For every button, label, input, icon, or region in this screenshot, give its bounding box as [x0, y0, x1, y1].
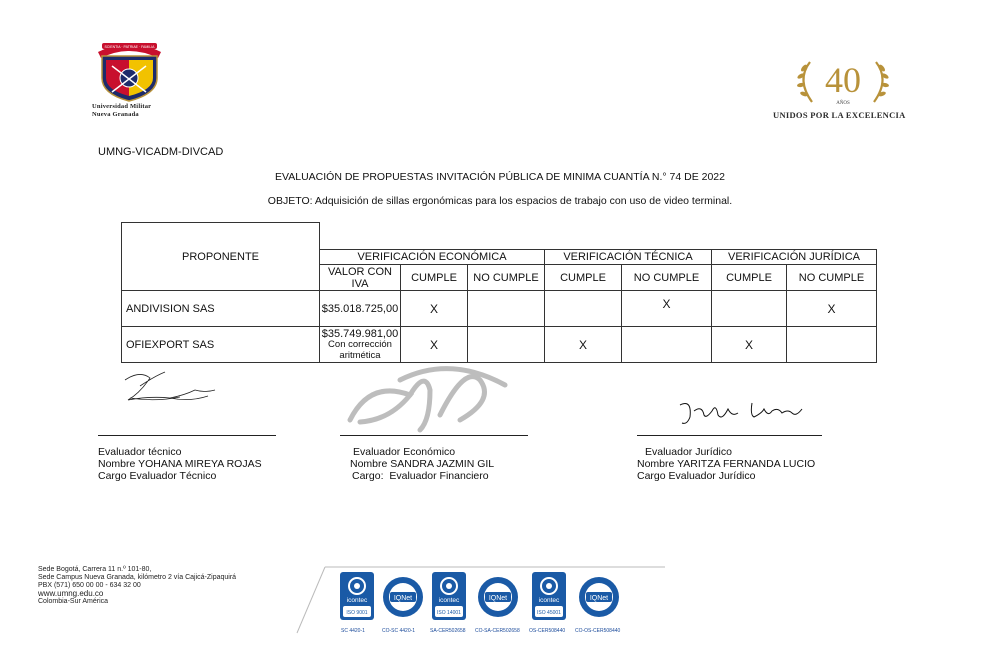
cert-code: CO-OS-CER508440: [575, 628, 621, 634]
icontec-icon: [532, 572, 566, 620]
jur-cumple-mark: X: [712, 327, 787, 363]
technical-header: VERIFICACIÓN TÉCNICA: [545, 250, 712, 265]
svg-text:icontec: icontec: [438, 597, 460, 604]
signature-legal-image: [672, 395, 812, 431]
anniversary-motto: UNIDOS POR LA EXCELENCIA: [773, 110, 906, 120]
svg-text:icontec: icontec: [538, 597, 560, 604]
laurel-wreath-icon: [768, 54, 918, 110]
proposal-value: $35.749.981,00: [321, 328, 399, 340]
signature-position: Cargo Evaluador Jurídico: [637, 470, 756, 482]
proponent-header: PROPONENTE: [122, 223, 320, 291]
signature-technical-image: [110, 368, 230, 423]
document-code: UMNG-VICADM-DIVCAD: [98, 146, 224, 158]
value-header: VALOR CON IVA: [320, 265, 401, 291]
signature-block-technical: [98, 446, 262, 482]
svg-text:ISO 45001: ISO 45001: [537, 610, 561, 616]
econ-no-cumple-mark: [468, 327, 545, 363]
iqnet-icon: [477, 576, 519, 618]
svg-text:IQNet: IQNet: [488, 595, 508, 602]
svg-text:ISO 14001: ISO 14001: [437, 610, 461, 616]
iqnet-icon: [382, 576, 424, 618]
footer-address: Sede Bogotá, Carrera 11 n.º 101-80, Sede Campus Nueva Granada, kilómetro 2 vía Cajicá-Zipaquirá PBX (571) 650 00 00 - 634 32 00 www.umng.edu.co Colombia-Sur América: [38, 566, 237, 605]
proposal-value: $35.018.725,00: [320, 291, 401, 327]
signature-block-legal: [637, 446, 815, 482]
signature-position: Cargo Evaluador Técnico: [98, 470, 217, 482]
signature-line-economic: [340, 435, 528, 436]
icontec-icon: [340, 572, 374, 620]
econ-no-cumple-header: NO CUMPLE: [468, 265, 545, 291]
cert-code: SA-CER502658: [430, 628, 466, 634]
tec-no-cumple-mark: [622, 327, 712, 363]
table-top-spacer: [320, 223, 877, 250]
tec-cumple-mark: X: [545, 327, 622, 363]
econ-cumple-mark: X: [401, 327, 468, 363]
cert-code: CO-SA-CER502658: [475, 628, 520, 634]
signature-line-technical: [98, 435, 276, 436]
table-row: [122, 327, 877, 363]
signature-role: Evaluador Jurídico: [645, 446, 732, 458]
cert-iqnet-3: [578, 576, 620, 623]
signature-line-legal: [637, 435, 822, 436]
proposal-value-cell: [320, 327, 401, 363]
svg-text:icontec: icontec: [346, 597, 368, 604]
signature-economic-image: [330, 360, 520, 442]
jur-no-cumple-header: NO CUMPLE: [787, 265, 877, 291]
cert-iqnet-1: [382, 576, 424, 623]
icontec-icon: [432, 572, 466, 620]
cert-icontec-45001: [532, 572, 566, 625]
svg-text:ISO 9001: ISO 9001: [346, 610, 368, 616]
website-link[interactable]: www.umng.edu.co: [38, 589, 104, 598]
signature-name: Nombre YARITZA FERNANDA LUCIO: [637, 458, 816, 470]
econ-cumple-mark: X: [401, 291, 468, 327]
document-title: EVALUACIÓN DE PROPUESTAS INVITACIÓN PÚBLICA DE MINIMA CUANTÍA N.° 74 DE 2022: [275, 171, 725, 183]
table-row: [122, 291, 877, 327]
economic-header: VERIFICACIÓN ECONÓMICA: [320, 250, 545, 265]
signature-block-economic: [338, 446, 494, 482]
jur-no-cumple-mark: [787, 327, 877, 363]
econ-no-cumple-mark: [468, 291, 545, 327]
tec-no-cumple-header: NO CUMPLE: [622, 265, 712, 291]
proposal-value-note: Con corrección aritmética: [328, 339, 392, 361]
signature-role: Evaluador Económico: [353, 446, 456, 458]
university-logo: [92, 38, 167, 123]
econ-cumple-header: CUMPLE: [401, 265, 468, 291]
university-shield-icon: [92, 38, 167, 102]
proponent-name: ANDIVISION SAS: [122, 291, 320, 327]
anniversary-years: AÑOS: [836, 101, 850, 106]
cert-icontec-14001: [432, 572, 466, 625]
cert-code: SC 4420-1: [341, 628, 365, 634]
svg-text:IQNet: IQNet: [393, 595, 413, 602]
jur-no-cumple-mark: X: [787, 291, 877, 327]
legal-header: VERIFICACIÓN JURÍDICA: [712, 250, 877, 265]
jur-cumple-mark: [712, 291, 787, 327]
anniversary-number: 40: [825, 60, 861, 100]
document-object: OBJETO: Adquisición de sillas ergonómicas para los espacios de trabajo con uso de video terminal.: [267, 195, 733, 207]
signature-role: Evaluador técnico: [98, 446, 182, 458]
university-name: Universidad Militar Nueva Granada: [92, 103, 152, 118]
cert-code: OS-CER508440: [529, 628, 566, 634]
svg-text:IQNet: IQNet: [589, 595, 609, 602]
signature-position: Cargo: Evaluador Financiero: [352, 470, 489, 482]
cert-icontec-9001: [340, 572, 374, 625]
anniversary-logo: [768, 54, 918, 124]
tec-cumple-header: CUMPLE: [545, 265, 622, 291]
cert-iqnet-2: [477, 576, 519, 623]
proponent-name: OFIEXPORT SAS: [122, 327, 320, 363]
iqnet-icon: [578, 576, 620, 618]
signature-name: Nombre YOHANA MIREYA ROJAS: [98, 458, 262, 470]
logo-lettering: SCIENTIA · PATRIAE · FAMILIA: [104, 45, 155, 49]
evaluation-table: [121, 222, 877, 363]
signature-name: Nombre SANDRA JAZMIN GIL: [350, 458, 495, 470]
cert-code: CO-SC 4420-1: [382, 628, 416, 634]
jur-cumple-header: CUMPLE: [712, 265, 787, 291]
tec-cumple-mark: [545, 291, 622, 327]
tec-no-cumple-mark: X: [622, 291, 712, 327]
